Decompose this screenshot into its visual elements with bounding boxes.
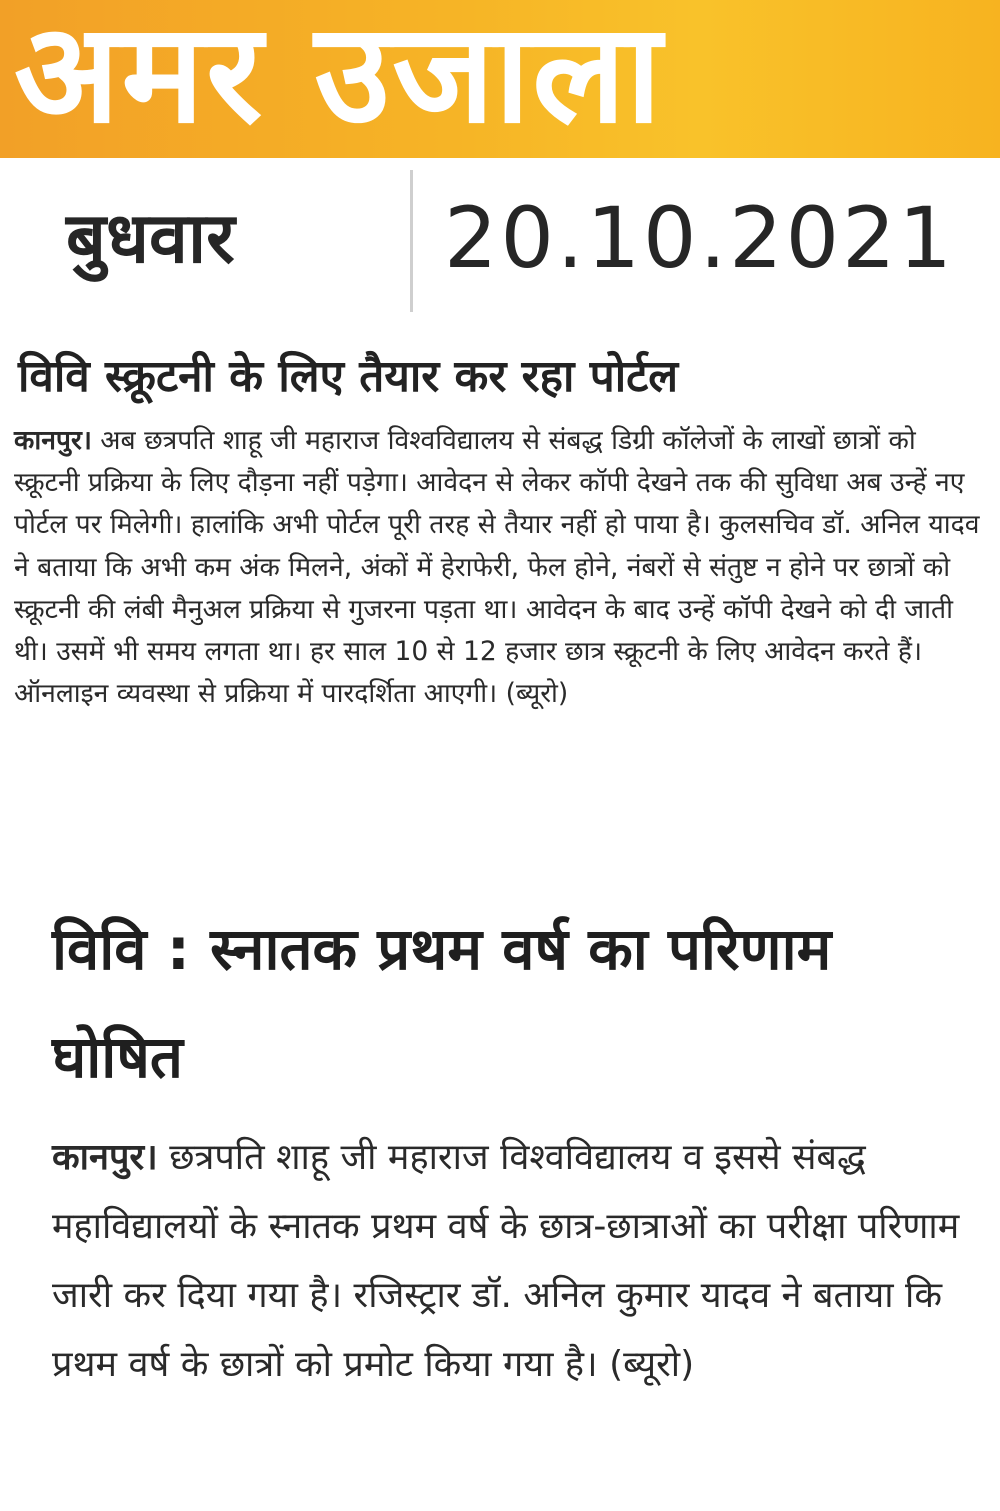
article-text: छत्रपति शाहू जी महाराज विश्वविद्यालय व इससे संबद्ध महाविद्यालयों के स्नातक प्रथम वर्ष के छात्र-छात्राओं का परीक्षा परिणाम जारी कर दिया गया है। रजिस्ट्रार डॉ. अनिल कुमार यादव ने बताया कि प्रथम वर्ष के छात्रों को प्रमोट किया गया है। (ब्यूरो)	[52, 1137, 960, 1385]
article-scrutiny-portal	[14, 340, 989, 715]
article-dateline: कानपुर।	[14, 425, 92, 456]
article-body	[52, 1123, 982, 1399]
article-dateline: कानपुर।	[52, 1137, 158, 1178]
article-result-declared	[52, 895, 982, 1399]
issue-date: 20.10.2021	[444, 189, 955, 287]
newspaper-logo: अमर उजाला	[14, 0, 664, 154]
dateline-divider	[410, 170, 413, 312]
article-text: अब छत्रपति शाहू जी महाराज विश्वविद्यालय से संबद्ध डिग्री कॉलेजों के लाखों छात्रों को स्क्रूटनी प्रक्रिया के लिए दौड़ना नहीं पड़ेगा। आवेदन से लेकर कॉपी देखने तक की सुविधा अब उन्हें नए पोर्टल पर मिलेगी। हालांकि अभी पोर्टल पूरी तरह से तैयार नहीं हो पाया है। कुलसचिव डॉ. अनिल यादव ने बताया कि अभी कम अंक मिलने, अंकों में हेराफेरी, फेल होने, नंबरों से संतुष्ट न होने पर छात्रों को स्क्रूटनी की लंबी मैनुअल प्रक्रिया से गुजरना पड़ता था। आवेदन के बाद उन्हें कॉपी देखने को दी जाती थी। उसमें भी समय लगता था। हर साल 10 से 12 हजार छात्र स्क्रूटनी के लिए आवेदन करते हैं। ऑनलाइन व्यवस्था से प्रक्रिया में पारदर्शिता आएगी। (ब्यूरो)	[14, 425, 980, 710]
issue-day: बुधवार	[66, 197, 235, 279]
article-headline: विवि स्क्रूटनी के लिए तैयार कर रहा पोर्टल	[18, 351, 679, 402]
article-body	[14, 420, 989, 715]
article-headline: विवि : स्नातक प्रथम वर्ष का परिणाम घोषित	[52, 915, 832, 1091]
masthead	[0, 0, 1000, 158]
issue-dateline	[0, 158, 1000, 318]
